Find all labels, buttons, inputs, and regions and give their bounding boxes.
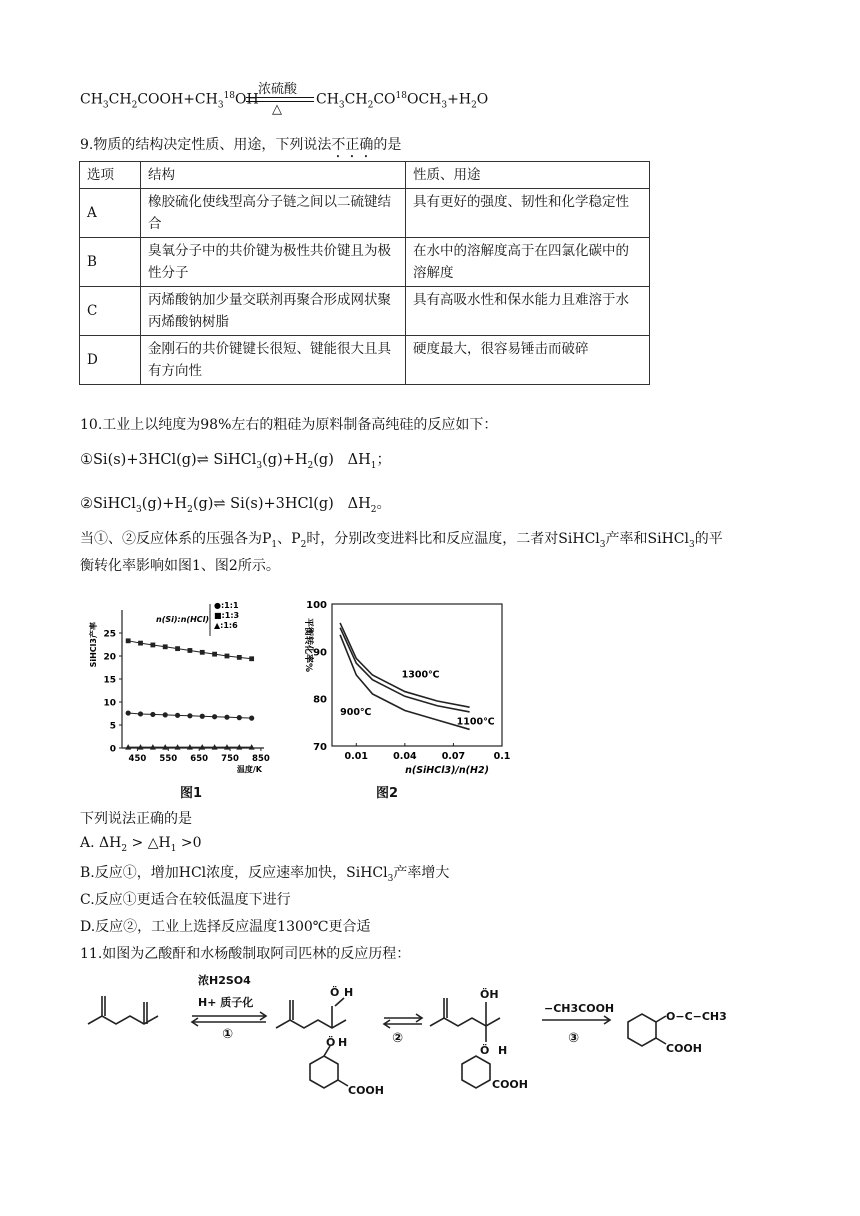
q10-reaction-2: $②SiHCl_3(g)+H_2(g)\rightleftharpoons$ Si(s)+3HCl(g) $\Delta H_2$。 [80,496,392,515]
option-cell: D [80,336,141,385]
step3-number: ③ [568,1031,580,1046]
salicylic-h-label: H [338,1036,348,1049]
aspirin-ester-label: O−C−CH3 [666,1010,727,1023]
data-point [138,711,143,716]
aspirin-cooh-label: COOH [666,1042,702,1055]
x-tick-label: 550 [159,754,178,764]
series-line-1300℃ [340,623,470,707]
equation-condition-under: △ [272,102,282,117]
y-axis-label: 平衡转化率% [303,618,313,673]
table-header-cell: 性质、用途 [406,162,650,189]
option-cell: B [80,238,141,287]
legend-entry: ▲:1:6 [214,621,238,630]
data-point [163,644,168,649]
table-header-cell: 选项 [80,162,141,189]
equation-condition-over: 浓硫酸 [258,82,298,97]
figure-1-chart [86,596,276,776]
x-tick-label: 850 [252,754,270,764]
table-header-row [80,162,650,189]
y-tick-label: 80 [313,694,327,706]
q10-option-c: C.反应①更适合在较低温度下进行 [80,892,291,908]
figure-2-caption: 图2 [376,786,399,801]
y-tick-label: 20 [103,652,116,663]
y-tick-label: 10 [103,698,116,709]
table-row [80,189,650,238]
q9-stem: 9.物质的结构决定性质、用途，下列说法不正确的是 [80,137,402,153]
x-axis-label: 温度/K [236,765,262,774]
x-tick-label: 0.1 [493,751,511,762]
property-cell: 硬度最大，很容易锤击而破碎 [406,336,650,385]
data-point [200,650,205,655]
x-tick-label: 0.01 [344,751,369,762]
data-point [188,648,193,653]
y-tick-label: 100 [306,600,327,611]
intermediate-cooh-label: COOH [492,1078,528,1091]
data-point [212,714,217,719]
data-point [249,716,254,721]
data-point [150,643,155,648]
y-tick-label: 15 [103,675,116,686]
data-point [225,654,230,659]
y-tick-label: 0 [109,744,116,755]
q9-table [79,161,650,385]
acetic-anhydride-structure [88,996,158,1024]
protonated-oh-label: Ö [330,986,340,999]
data-point [126,638,131,643]
table-row [80,287,650,336]
q10-option-b: B.反应①，增加HCl浓度，反应速率加快，SiHCl$_3$产率增大 [80,865,450,884]
salicylic-acid-structure [310,1046,348,1088]
data-point [249,656,254,661]
data-point [237,715,242,720]
data-point [187,713,192,718]
x-tick-label: 0.04 [393,751,417,762]
x-tick-label: 0.07 [441,751,466,762]
q10-prompt: 下列说法正确的是 [80,811,192,827]
step2-number: ② [392,1031,404,1046]
structure-cell: 丙烯酸钠加少量交联剂再聚合形成网状聚丙烯酸钠树脂 [141,287,406,336]
data-point [138,641,143,646]
structure-cell: 臭氧分子中的共价键为极性共价键且为极性分子 [141,238,406,287]
q10-option-a: A. $\Delta H_2$ > $\triangle H_1 >0$ [80,835,202,854]
y-tick-label: 90 [313,647,327,659]
data-point [175,713,180,718]
equation-lhs: $CH_3CH_2COOH+CH_3^{18}OH$ [80,91,259,111]
q10-condition-line2: 衡转化率影响如图1、图2所示。 [80,558,280,574]
q10-option-d: D.反应②，工业上选择反应温度1300℃更合适 [80,919,371,935]
protonated-h-label: H [344,986,354,999]
intermediate-o-label: Ö [480,1044,490,1057]
legend-entry: ■:1:3 [214,611,240,620]
x-tick-label: 450 [128,754,147,764]
figure-1-caption: 图1 [180,786,203,801]
table-row [80,238,650,287]
step1-protonation-label: H+ 质子化 [198,996,254,1009]
structure-cell: 橡胶硫化使线型高分子链之间以二硫键结合 [141,189,406,238]
series-label: 900℃ [340,707,372,719]
salicylic-oh-label: Ö [326,1036,336,1049]
q10-stem: 10.工业上以纯度为98%左右的粗硅为原料制备高纯硅的反应如下： [80,417,498,433]
q11-reaction-mechanism [80,966,727,1098]
table-row [80,336,650,385]
protonated-anhydride-structure [276,998,346,1028]
q9-emphasis: 不正确 [331,137,374,153]
y-axis-label: SiHCl3产率 [89,622,98,668]
data-point [126,710,131,715]
intermediate-oh-label: ÖH [480,988,499,1001]
option-cell: C [80,287,141,336]
x-axis-label: n(SiHCl3)/n(H2) [405,765,489,776]
tetrahedral-intermediate-structure [430,998,500,1088]
data-point [150,712,155,717]
q11-stem: 11.如图为乙酸酐和水杨酸制取阿司匹林的反应历程： [80,946,411,962]
q10-condition-line1: 当①、②反应体系的压强各为$P_1$、$P_2$时，分别改变进料比和反应温度，二者对SiHCl$_3$产率和SiHCl$_3$的平 [80,531,723,550]
property-cell: 具有高吸水性和保水能力且难溶于水 [406,287,650,336]
salicylic-cooh-label: COOH [348,1084,384,1097]
data-point [175,646,180,651]
esterification-equation [80,78,500,122]
data-point [200,714,205,719]
y-tick-label: 70 [313,742,327,753]
step1-number: ① [222,1027,234,1042]
data-point [212,652,217,657]
option-cell: A [80,189,141,238]
y-tick-label: 25 [103,629,116,640]
legend-title: n(Si):n(HCl) [156,615,210,624]
legend-entry: ●:1:1 [214,601,239,610]
x-tick-label: 750 [221,754,239,764]
data-point [224,715,229,720]
step1-reagent-label: 浓H2SO4 [198,974,251,987]
property-cell: 具有更好的强度、韧性和化学稳定性 [406,189,650,238]
data-point [237,655,242,660]
aspirin-structure [628,1014,666,1046]
property-cell: 在水中的溶解度高于在四氯化碳中的溶解度 [406,238,650,287]
series-label: 1100℃ [456,716,495,728]
equation-rhs: $CH_3CH_2CO^{18}OCH_3+H_2O$ [316,91,489,111]
y-tick-label: 5 [109,721,116,732]
data-point [163,712,168,717]
series-label: 1300℃ [401,669,440,681]
q10-reaction-1: ①Si(s)+3HCl(g)⇌ $SiHCl_3(g)+H_2(g)$ $\Delta H_1$； [80,452,392,471]
intermediate-h-label: H [498,1044,508,1057]
structure-cell: 金刚石的共价键键长很短、键能很大且具有方向性 [141,336,406,385]
table-header-cell: 结构 [141,162,406,189]
step3-reagent-label: −CH3COOH [544,1002,615,1015]
figure-2-chart [296,596,526,781]
x-tick-label: 650 [190,754,209,764]
